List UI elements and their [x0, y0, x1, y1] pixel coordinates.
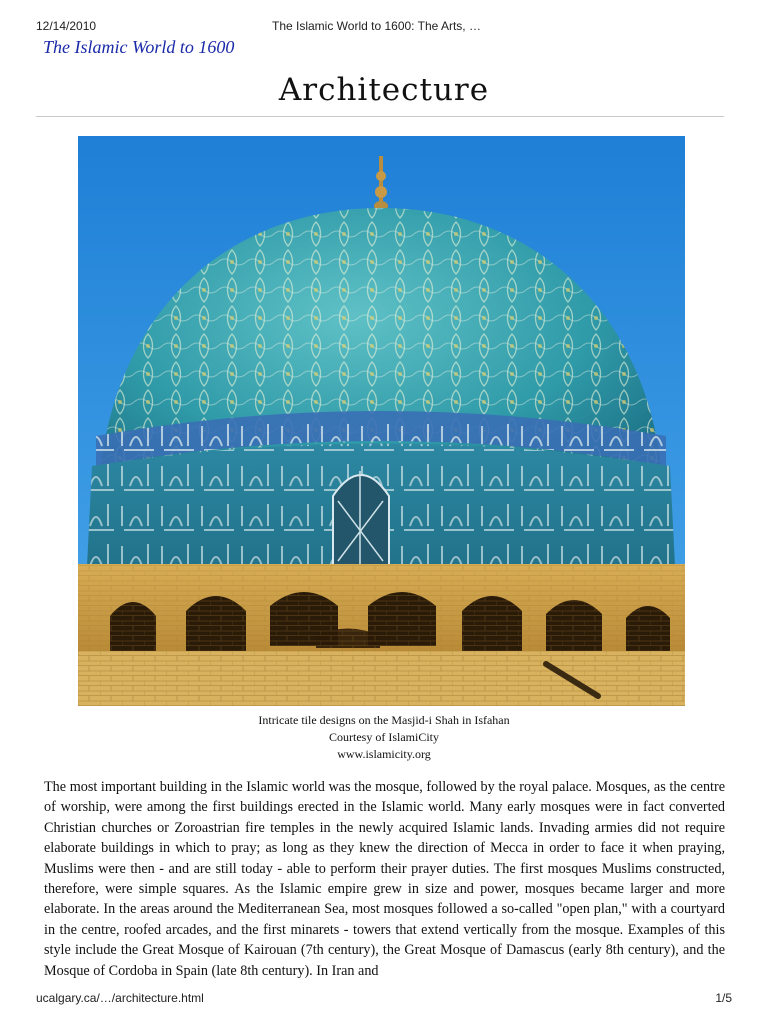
page-heading: Architecture [278, 72, 490, 108]
footer-url: ucalgary.ca/…/architecture.html [36, 991, 204, 1005]
heading-divider [36, 116, 724, 117]
mosque-dome-photo [78, 136, 685, 706]
image-caption [0, 712, 768, 763]
body-paragraph: The most important building in the Islamic world was the mosque, followed by the royal palace. Mosques, as the centre of worship, were among the first buildings erected in the Islamic world. Many early mosques were in fact converted Christian churches or Zoroastrian fire temples in the newly acquired Islamic lands. Invading armies did not require elaborate buildings in which to pray; as long as they knew the direction of Mecca in order to face it when praying, Muslims were then - and are still today - able to perform their prayer duties. The first mosques Muslims constructed, therefore, were simple squares. As the Islamic empire grew in size and power, mosques became larger and more elaborate. In the areas around the Mediterranean Sea, most mosques followed a so-called "open plan," with a courtyard in the centre, roofed arcades, and the first minarets - towers that extend vertically from the mosque. Examples of this style include the Great Mosque of Kairouan (7th century), the Great Mosque of Damascus (early 8th century), and the Mosque of Cordoba in Spain (late 8th century). In Iran and [44, 779, 725, 979]
caption-credit: Courtesy of IslamiCity [329, 730, 439, 744]
caption-description: Intricate tile designs on the Masjid-i Shah in Isfahan [258, 713, 510, 727]
caption-source-url: www.islamicity.org [337, 747, 431, 761]
print-header [0, 0, 768, 40]
print-date: 12/14/2010 [36, 19, 97, 33]
site-title-link[interactable]: The Islamic World to 1600 [43, 37, 235, 57]
footer-page-number: 1/5 [715, 991, 732, 1005]
print-title: The Islamic World to 1600: The Arts, … [272, 19, 481, 33]
print-footer [0, 988, 768, 1018]
